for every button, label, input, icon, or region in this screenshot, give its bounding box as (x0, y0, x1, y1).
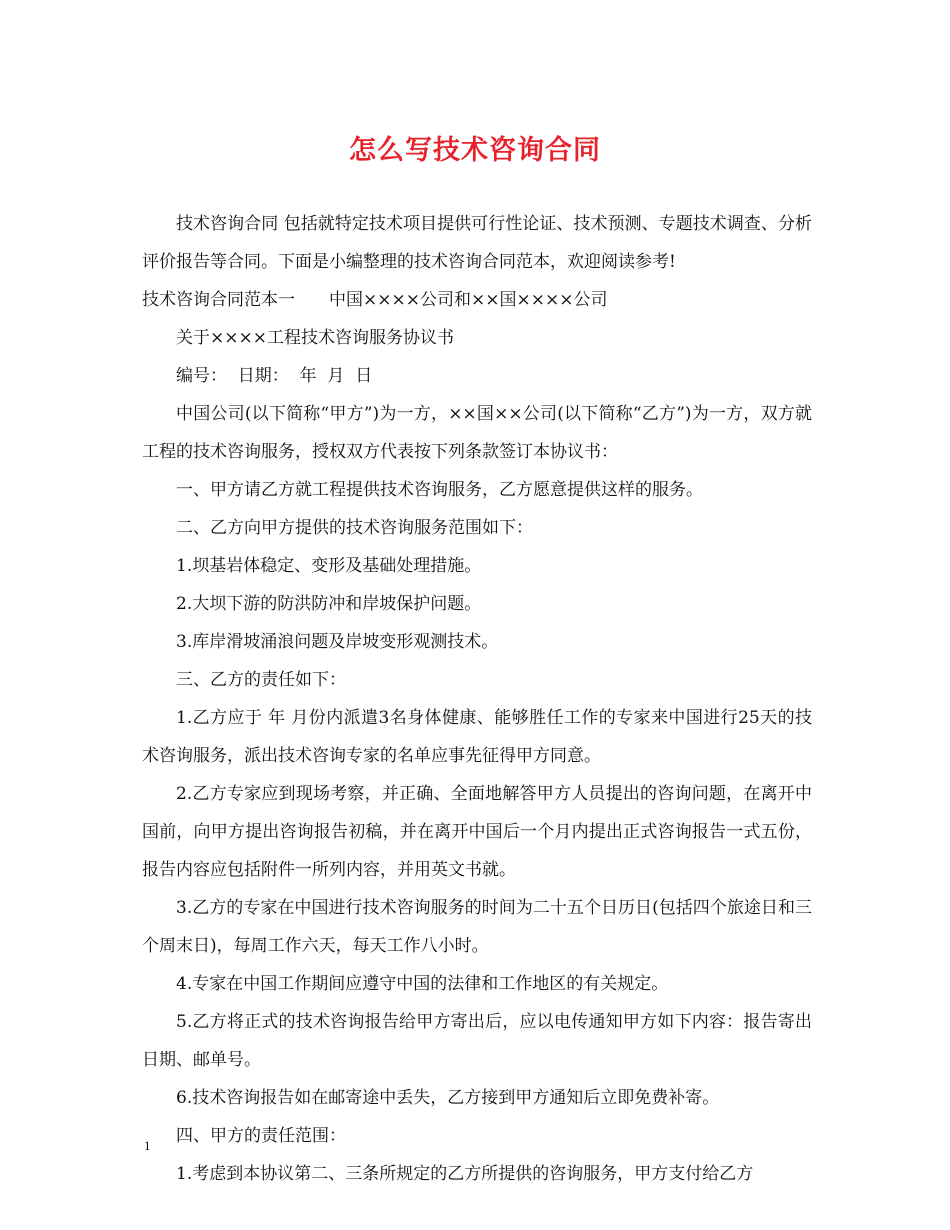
page-number: 1 (144, 1138, 151, 1153)
paragraph-parties: 中国公司(以下简称“甲方”)为一方，××国××公司(以下简称“乙方”)为一方，双方就工程的技术咨询服务，授权双方代表按下列条款签订本协议书： (142, 404, 812, 462)
paragraph-intro: 技术咨询合同 包括就特定技术项目提供可行性论证、技术预测、专题技术调查、分析评价报告等合同。下面是小编整理的技术咨询合同范本，欢迎阅读参考! (142, 214, 812, 272)
list-item: 5.乙方将正式的技术咨询报告给甲方寄出后，应以电传通知甲方如下内容：报告寄出日期、邮单号。 (142, 1012, 812, 1070)
paragraph-clause-3: 三、乙方的责任如下： (176, 670, 346, 690)
paragraph-sample-heading: 技术咨询合同范本一 中国××××公司和××国××××公司 (142, 290, 608, 310)
list-item: 6.技术咨询报告如在邮寄途中丢失，乙方接到甲方通知后立即免费补寄。 (176, 1088, 720, 1108)
paragraph-clause-1: 一、甲方请乙方就工程提供技术咨询服务，乙方愿意提供这样的服务。 (176, 480, 703, 500)
list-item: 3.乙方的专家在中国进行技术咨询服务的时间为二十五个日历日(包括四个旅途日和三个周末日)，每周工作六天，每天工作八小时。 (142, 898, 812, 956)
document-body (142, 205, 812, 1193)
paragraph-clause-2: 二、乙方向甲方提供的技术咨询服务范围如下： (176, 518, 533, 538)
paragraph-agreement-title: 关于××××工程技术咨询服务协议书 (176, 328, 454, 348)
paragraph-number-date: 编号： 日期： 年 月 日 (176, 366, 373, 386)
paragraph-clause-4: 四、甲方的责任范围： (176, 1126, 346, 1146)
list-item: 1.坝基岩体稳定、变形及基础处理措施。 (176, 556, 482, 576)
list-item: 3.库岸滑坡涌浪问题及岸坡变形观测技术。 (176, 632, 499, 652)
document-title: 怎么写技术咨询合同 (349, 135, 601, 166)
list-item: 1.乙方应于 年 月份内派遣3名身体健康、能够胜任工作的专家来中国进行25天的技术咨询服务，派出技术咨询专家的名单应事先征得甲方同意。 (142, 708, 812, 766)
list-item: 2.大坝下游的防洪防冲和岸坡保护问题。 (176, 594, 482, 614)
list-item: 4.专家在中国工作期间应遵守中国的法律和工作地区的有关规定。 (176, 974, 669, 994)
list-item: 1.考虑到本协议第二、三条所规定的乙方所提供的咨询服务，甲方支付给乙方 (176, 1164, 754, 1184)
list-item: 2.乙方专家应到现场考察，并正确、全面地解答甲方人员提出的咨询问题，在离开中国前，向甲方提出咨询报告初稿，并在离开中国后一个月内提出正式咨询报告一式五份，报告内容应包括附件一所列内容，并用英文书就。 (142, 784, 812, 880)
